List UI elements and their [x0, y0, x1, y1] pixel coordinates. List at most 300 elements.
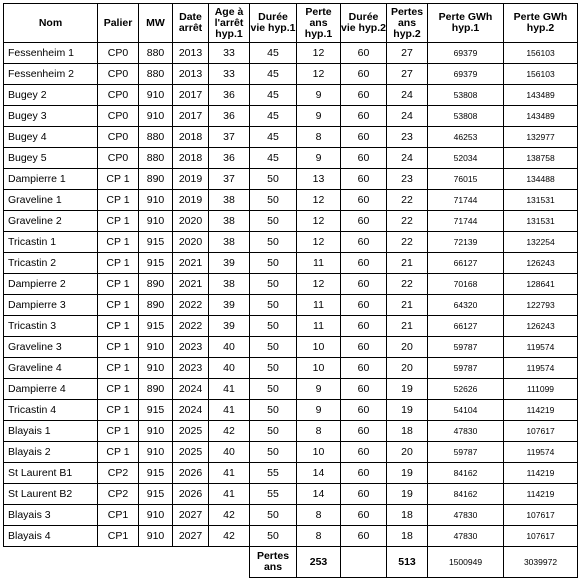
- cell-perte-gwh-hyp1: 59787: [428, 358, 504, 379]
- cell-duree-vie-hyp1: 50: [250, 400, 297, 421]
- cell-perte-gwh-hyp2: 114219: [504, 400, 578, 421]
- cell-pertes-ans-hyp2: 21: [387, 295, 428, 316]
- cell-pertes-ans-hyp2: 22: [387, 211, 428, 232]
- cell-date-arret: 2025: [173, 442, 209, 463]
- cell-perte-ans-hyp1: 11: [297, 295, 341, 316]
- cell-nom: Tricastin 3: [4, 316, 98, 337]
- cell-date-arret: 2019: [173, 190, 209, 211]
- cell-nom: Bugey 3: [4, 106, 98, 127]
- cell-duree-vie-hyp2: 60: [341, 85, 387, 106]
- cell-nom: Blayais 3: [4, 505, 98, 526]
- totals-spacer: [98, 547, 139, 578]
- cell-mw: 910: [139, 337, 173, 358]
- cell-date-arret: 2027: [173, 505, 209, 526]
- totals-empty-cell: [341, 547, 387, 578]
- table-row: [4, 400, 578, 421]
- cell-duree-vie-hyp2: 60: [341, 232, 387, 253]
- cell-perte-gwh-hyp2: 107617: [504, 526, 578, 547]
- cell-perte-gwh-hyp2: 126243: [504, 316, 578, 337]
- cell-palier: CP 1: [98, 295, 139, 316]
- cell-duree-vie-hyp1: 50: [250, 526, 297, 547]
- cell-duree-vie-hyp1: 45: [250, 148, 297, 169]
- cell-palier: CP 1: [98, 169, 139, 190]
- table-row: [4, 484, 578, 505]
- cell-duree-vie-hyp2: 60: [341, 253, 387, 274]
- cell-duree-vie-hyp1: 50: [250, 190, 297, 211]
- totals-row: [4, 547, 578, 578]
- cell-age: 40: [209, 358, 250, 379]
- cell-perte-gwh-hyp1: 53808: [428, 85, 504, 106]
- cell-duree-vie-hyp2: 60: [341, 463, 387, 484]
- cell-perte-gwh-hyp1: 54104: [428, 400, 504, 421]
- cell-mw: 890: [139, 169, 173, 190]
- cell-duree-vie-hyp1: 50: [250, 379, 297, 400]
- cell-pertes-ans-hyp2: 20: [387, 358, 428, 379]
- cell-perte-ans-hyp1: 12: [297, 211, 341, 232]
- cell-perte-gwh-hyp1: 72139: [428, 232, 504, 253]
- cell-perte-gwh-hyp1: 66127: [428, 253, 504, 274]
- header-nom: Nom: [4, 4, 98, 43]
- cell-pertes-ans-hyp2: 18: [387, 505, 428, 526]
- cell-pertes-ans-hyp2: 22: [387, 190, 428, 211]
- cell-perte-gwh-hyp1: 64320: [428, 295, 504, 316]
- cell-palier: CP0: [98, 127, 139, 148]
- cell-pertes-ans-hyp2: 19: [387, 484, 428, 505]
- cell-duree-vie-hyp2: 60: [341, 43, 387, 64]
- cell-perte-gwh-hyp2: 134488: [504, 169, 578, 190]
- header-row: [4, 4, 578, 43]
- total-perte-ans-hyp1: 253: [297, 547, 341, 578]
- cell-mw: 915: [139, 232, 173, 253]
- cell-duree-vie-hyp2: 60: [341, 127, 387, 148]
- cell-perte-ans-hyp1: 12: [297, 190, 341, 211]
- cell-duree-vie-hyp1: 50: [250, 295, 297, 316]
- cell-mw: 880: [139, 64, 173, 85]
- reactor-loss-table: [3, 3, 578, 578]
- cell-nom: Dampierre 1: [4, 169, 98, 190]
- cell-perte-gwh-hyp1: 71744: [428, 211, 504, 232]
- cell-age: 40: [209, 337, 250, 358]
- cell-nom: Dampierre 2: [4, 274, 98, 295]
- cell-nom: Dampierre 4: [4, 379, 98, 400]
- cell-mw: 910: [139, 190, 173, 211]
- header-mw: MW: [139, 4, 173, 43]
- cell-age: 39: [209, 316, 250, 337]
- cell-palier: CP 1: [98, 253, 139, 274]
- cell-perte-gwh-hyp1: 59787: [428, 337, 504, 358]
- cell-date-arret: 2023: [173, 337, 209, 358]
- cell-perte-ans-hyp1: 9: [297, 400, 341, 421]
- cell-nom: Fessenheim 2: [4, 64, 98, 85]
- cell-date-arret: 2013: [173, 64, 209, 85]
- cell-mw: 890: [139, 295, 173, 316]
- cell-perte-gwh-hyp1: 66127: [428, 316, 504, 337]
- cell-age: 38: [209, 211, 250, 232]
- cell-palier: CP 1: [98, 232, 139, 253]
- cell-duree-vie-hyp2: 60: [341, 379, 387, 400]
- cell-perte-ans-hyp1: 10: [297, 358, 341, 379]
- cell-nom: Graveline 1: [4, 190, 98, 211]
- cell-date-arret: 2021: [173, 253, 209, 274]
- table-row: [4, 505, 578, 526]
- cell-date-arret: 2021: [173, 274, 209, 295]
- cell-perte-gwh-hyp2: 143489: [504, 106, 578, 127]
- cell-date-arret: 2020: [173, 211, 209, 232]
- cell-mw: 915: [139, 400, 173, 421]
- cell-nom: Blayais 4: [4, 526, 98, 547]
- cell-palier: CP 1: [98, 274, 139, 295]
- cell-palier: CP0: [98, 64, 139, 85]
- cell-date-arret: 2023: [173, 358, 209, 379]
- cell-duree-vie-hyp1: 55: [250, 484, 297, 505]
- cell-mw: 910: [139, 85, 173, 106]
- cell-duree-vie-hyp2: 60: [341, 442, 387, 463]
- header-duree-vie-hyp1: Durée vie hyp.1: [250, 4, 297, 43]
- cell-duree-vie-hyp2: 60: [341, 148, 387, 169]
- cell-nom: Graveline 4: [4, 358, 98, 379]
- table-row: [4, 274, 578, 295]
- cell-pertes-ans-hyp2: 18: [387, 526, 428, 547]
- totals-spacer: [173, 547, 209, 578]
- cell-nom: Tricastin 1: [4, 232, 98, 253]
- cell-date-arret: 2013: [173, 43, 209, 64]
- cell-perte-gwh-hyp1: 47830: [428, 505, 504, 526]
- cell-mw: 890: [139, 379, 173, 400]
- cell-perte-ans-hyp1: 9: [297, 379, 341, 400]
- cell-perte-gwh-hyp1: 76015: [428, 169, 504, 190]
- cell-nom: Blayais 2: [4, 442, 98, 463]
- cell-age: 36: [209, 148, 250, 169]
- cell-perte-gwh-hyp2: 126243: [504, 253, 578, 274]
- cell-palier: CP0: [98, 43, 139, 64]
- cell-duree-vie-hyp2: 60: [341, 400, 387, 421]
- cell-perte-gwh-hyp1: 84162: [428, 463, 504, 484]
- cell-mw: 910: [139, 505, 173, 526]
- cell-mw: 910: [139, 211, 173, 232]
- cell-age: 38: [209, 190, 250, 211]
- cell-perte-ans-hyp1: 9: [297, 85, 341, 106]
- totals-spacer: [139, 547, 173, 578]
- cell-duree-vie-hyp1: 55: [250, 463, 297, 484]
- cell-perte-gwh-hyp2: 119574: [504, 358, 578, 379]
- cell-age: 33: [209, 43, 250, 64]
- cell-pertes-ans-hyp2: 19: [387, 463, 428, 484]
- cell-date-arret: 2026: [173, 463, 209, 484]
- cell-mw: 880: [139, 127, 173, 148]
- cell-duree-vie-hyp1: 50: [250, 316, 297, 337]
- table-row: [4, 463, 578, 484]
- cell-duree-vie-hyp1: 50: [250, 421, 297, 442]
- cell-pertes-ans-hyp2: 24: [387, 106, 428, 127]
- cell-date-arret: 2017: [173, 85, 209, 106]
- cell-palier: CP 1: [98, 442, 139, 463]
- cell-perte-gwh-hyp2: 114219: [504, 484, 578, 505]
- cell-duree-vie-hyp1: 45: [250, 43, 297, 64]
- cell-duree-vie-hyp2: 60: [341, 169, 387, 190]
- cell-perte-ans-hyp1: 12: [297, 64, 341, 85]
- cell-age: 36: [209, 85, 250, 106]
- table-row: [4, 253, 578, 274]
- table-row: [4, 190, 578, 211]
- cell-nom: Blayais 1: [4, 421, 98, 442]
- cell-perte-gwh-hyp1: 47830: [428, 421, 504, 442]
- header-perte-gwh-hyp1: Perte GWh hyp.1: [428, 4, 504, 43]
- cell-perte-ans-hyp1: 8: [297, 526, 341, 547]
- cell-date-arret: 2020: [173, 232, 209, 253]
- cell-perte-gwh-hyp1: 53808: [428, 106, 504, 127]
- cell-pertes-ans-hyp2: 21: [387, 253, 428, 274]
- cell-perte-gwh-hyp2: 107617: [504, 421, 578, 442]
- cell-pertes-ans-hyp2: 22: [387, 232, 428, 253]
- cell-perte-ans-hyp1: 8: [297, 127, 341, 148]
- cell-pertes-ans-hyp2: 22: [387, 274, 428, 295]
- cell-pertes-ans-hyp2: 24: [387, 85, 428, 106]
- cell-palier: CP0: [98, 85, 139, 106]
- cell-date-arret: 2024: [173, 379, 209, 400]
- cell-pertes-ans-hyp2: 21: [387, 316, 428, 337]
- table-row: [4, 379, 578, 400]
- cell-duree-vie-hyp2: 60: [341, 526, 387, 547]
- total-pertes-ans-hyp2: 513: [387, 547, 428, 578]
- table-row: [4, 526, 578, 547]
- header-perte-ans-hyp1: Perte ans hyp.1: [297, 4, 341, 43]
- cell-duree-vie-hyp1: 50: [250, 358, 297, 379]
- cell-duree-vie-hyp2: 60: [341, 316, 387, 337]
- cell-duree-vie-hyp2: 60: [341, 295, 387, 316]
- cell-pertes-ans-hyp2: 27: [387, 43, 428, 64]
- cell-age: 41: [209, 463, 250, 484]
- cell-age: 42: [209, 526, 250, 547]
- cell-perte-gwh-hyp2: 156103: [504, 43, 578, 64]
- cell-mw: 910: [139, 358, 173, 379]
- spellcheck-word: Graveline: [8, 215, 53, 227]
- cell-perte-gwh-hyp2: 111099: [504, 379, 578, 400]
- cell-palier: CP 1: [98, 316, 139, 337]
- cell-perte-gwh-hyp2: 132254: [504, 232, 578, 253]
- cell-perte-gwh-hyp2: 122793: [504, 295, 578, 316]
- cell-palier: CP 1: [98, 379, 139, 400]
- spellcheck-word: Graveline: [8, 194, 53, 206]
- spellcheck-word: Graveline: [8, 341, 53, 353]
- cell-perte-ans-hyp1: 10: [297, 442, 341, 463]
- cell-age: 38: [209, 274, 250, 295]
- cell-age: 39: [209, 295, 250, 316]
- cell-mw: 910: [139, 421, 173, 442]
- cell-perte-ans-hyp1: 14: [297, 484, 341, 505]
- total-perte-gwh-hyp2: 3039972: [504, 547, 578, 578]
- cell-nom: Tricastin 4: [4, 400, 98, 421]
- header-pertes-ans-hyp2: Pertes ans hyp.2: [387, 4, 428, 43]
- cell-age: 37: [209, 169, 250, 190]
- cell-pertes-ans-hyp2: 23: [387, 169, 428, 190]
- header-age: Age à l'arrêt hyp.1: [209, 4, 250, 43]
- table-row: [4, 232, 578, 253]
- cell-perte-ans-hyp1: 9: [297, 148, 341, 169]
- cell-duree-vie-hyp1: 50: [250, 274, 297, 295]
- table-row: [4, 421, 578, 442]
- cell-palier: CP 1: [98, 358, 139, 379]
- cell-perte-ans-hyp1: 12: [297, 274, 341, 295]
- cell-perte-ans-hyp1: 9: [297, 106, 341, 127]
- header-date-arret: Date arrêt: [173, 4, 209, 43]
- cell-duree-vie-hyp2: 60: [341, 106, 387, 127]
- cell-duree-vie-hyp1: 50: [250, 169, 297, 190]
- cell-duree-vie-hyp2: 60: [341, 421, 387, 442]
- cell-perte-gwh-hyp2: 119574: [504, 337, 578, 358]
- cell-nom: Bugey 4: [4, 127, 98, 148]
- cell-nom: Graveline 2: [4, 211, 98, 232]
- cell-palier: CP0: [98, 148, 139, 169]
- cell-duree-vie-hyp2: 60: [341, 64, 387, 85]
- cell-duree-vie-hyp2: 60: [341, 211, 387, 232]
- cell-perte-gwh-hyp1: 52034: [428, 148, 504, 169]
- cell-palier: CP0: [98, 106, 139, 127]
- table-row: [4, 106, 578, 127]
- cell-duree-vie-hyp1: 45: [250, 64, 297, 85]
- spellcheck-word: Graveline: [8, 362, 53, 374]
- cell-perte-ans-hyp1: 13: [297, 169, 341, 190]
- cell-mw: 915: [139, 463, 173, 484]
- cell-mw: 890: [139, 274, 173, 295]
- cell-age: 42: [209, 505, 250, 526]
- cell-perte-ans-hyp1: 11: [297, 316, 341, 337]
- table-row: [4, 127, 578, 148]
- cell-perte-ans-hyp1: 8: [297, 505, 341, 526]
- header-palier: Palier: [98, 4, 139, 43]
- table-row: [4, 148, 578, 169]
- cell-date-arret: 2025: [173, 421, 209, 442]
- table-row: [4, 295, 578, 316]
- cell-age: 36: [209, 106, 250, 127]
- cell-palier: CP 1: [98, 421, 139, 442]
- cell-perte-gwh-hyp2: 131531: [504, 211, 578, 232]
- cell-date-arret: 2018: [173, 148, 209, 169]
- cell-mw: 910: [139, 526, 173, 547]
- cell-perte-gwh-hyp2: 156103: [504, 64, 578, 85]
- total-perte-gwh-hyp1: 1500949: [428, 547, 504, 578]
- cell-perte-gwh-hyp2: 138758: [504, 148, 578, 169]
- cell-duree-vie-hyp1: 50: [250, 337, 297, 358]
- cell-age: 37: [209, 127, 250, 148]
- cell-date-arret: 2022: [173, 295, 209, 316]
- cell-perte-ans-hyp1: 10: [297, 337, 341, 358]
- cell-duree-vie-hyp1: 45: [250, 85, 297, 106]
- cell-nom: Tricastin 2: [4, 253, 98, 274]
- cell-mw: 915: [139, 316, 173, 337]
- cell-perte-gwh-hyp2: 119574: [504, 442, 578, 463]
- cell-date-arret: 2027: [173, 526, 209, 547]
- cell-perte-gwh-hyp1: 69379: [428, 43, 504, 64]
- cell-palier: CP 1: [98, 190, 139, 211]
- cell-duree-vie-hyp1: 50: [250, 232, 297, 253]
- totals-label: Pertes ans: [250, 547, 297, 578]
- cell-duree-vie-hyp2: 60: [341, 484, 387, 505]
- cell-date-arret: 2026: [173, 484, 209, 505]
- cell-date-arret: 2024: [173, 400, 209, 421]
- cell-palier: CP 1: [98, 400, 139, 421]
- cell-perte-ans-hyp1: 12: [297, 232, 341, 253]
- cell-duree-vie-hyp1: 45: [250, 106, 297, 127]
- cell-perte-gwh-hyp1: 84162: [428, 484, 504, 505]
- cell-nom: St Laurent B1: [4, 463, 98, 484]
- cell-perte-ans-hyp1: 14: [297, 463, 341, 484]
- cell-perte-gwh-hyp1: 71744: [428, 190, 504, 211]
- cell-age: 41: [209, 379, 250, 400]
- cell-nom: Graveline 3: [4, 337, 98, 358]
- cell-mw: 910: [139, 442, 173, 463]
- cell-pertes-ans-hyp2: 18: [387, 421, 428, 442]
- cell-pertes-ans-hyp2: 20: [387, 442, 428, 463]
- cell-pertes-ans-hyp2: 24: [387, 148, 428, 169]
- cell-nom: Fessenheim 1: [4, 43, 98, 64]
- cell-perte-gwh-hyp2: 143489: [504, 85, 578, 106]
- cell-perte-gwh-hyp1: 59787: [428, 442, 504, 463]
- cell-nom: Bugey 2: [4, 85, 98, 106]
- cell-mw: 880: [139, 148, 173, 169]
- table-row: [4, 358, 578, 379]
- cell-age: 41: [209, 484, 250, 505]
- cell-palier: CP 1: [98, 337, 139, 358]
- cell-pertes-ans-hyp2: 27: [387, 64, 428, 85]
- cell-pertes-ans-hyp2: 19: [387, 379, 428, 400]
- cell-age: 41: [209, 400, 250, 421]
- table-row: [4, 442, 578, 463]
- cell-palier: CP1: [98, 526, 139, 547]
- cell-palier: CP1: [98, 505, 139, 526]
- cell-perte-ans-hyp1: 11: [297, 253, 341, 274]
- cell-nom: Dampierre 3: [4, 295, 98, 316]
- cell-age: 38: [209, 232, 250, 253]
- cell-duree-vie-hyp1: 50: [250, 253, 297, 274]
- cell-perte-gwh-hyp2: 132977: [504, 127, 578, 148]
- cell-perte-gwh-hyp2: 114219: [504, 463, 578, 484]
- cell-perte-ans-hyp1: 8: [297, 421, 341, 442]
- cell-mw: 915: [139, 253, 173, 274]
- cell-duree-vie-hyp1: 50: [250, 442, 297, 463]
- cell-perte-gwh-hyp1: 70168: [428, 274, 504, 295]
- cell-pertes-ans-hyp2: 20: [387, 337, 428, 358]
- table-row: [4, 211, 578, 232]
- cell-duree-vie-hyp2: 60: [341, 337, 387, 358]
- cell-duree-vie-hyp1: 45: [250, 127, 297, 148]
- table-row: [4, 169, 578, 190]
- cell-duree-vie-hyp2: 60: [341, 190, 387, 211]
- cell-duree-vie-hyp2: 60: [341, 358, 387, 379]
- cell-palier: CP2: [98, 484, 139, 505]
- table-body: [4, 43, 578, 547]
- totals-spacer: [209, 547, 250, 578]
- cell-palier: CP2: [98, 463, 139, 484]
- cell-age: 39: [209, 253, 250, 274]
- cell-age: 33: [209, 64, 250, 85]
- cell-duree-vie-hyp1: 50: [250, 211, 297, 232]
- cell-duree-vie-hyp1: 50: [250, 505, 297, 526]
- cell-mw: 880: [139, 43, 173, 64]
- cell-date-arret: 2022: [173, 316, 209, 337]
- cell-perte-gwh-hyp2: 128641: [504, 274, 578, 295]
- cell-perte-gwh-hyp2: 107617: [504, 505, 578, 526]
- cell-pertes-ans-hyp2: 23: [387, 127, 428, 148]
- totals-spacer: [4, 547, 98, 578]
- cell-nom: St Laurent B2: [4, 484, 98, 505]
- cell-age: 42: [209, 421, 250, 442]
- cell-perte-ans-hyp1: 12: [297, 43, 341, 64]
- cell-mw: 915: [139, 484, 173, 505]
- cell-duree-vie-hyp2: 60: [341, 274, 387, 295]
- cell-date-arret: 2017: [173, 106, 209, 127]
- header-perte-gwh-hyp2: Perte GWh hyp.2: [504, 4, 578, 43]
- cell-nom: Bugey 5: [4, 148, 98, 169]
